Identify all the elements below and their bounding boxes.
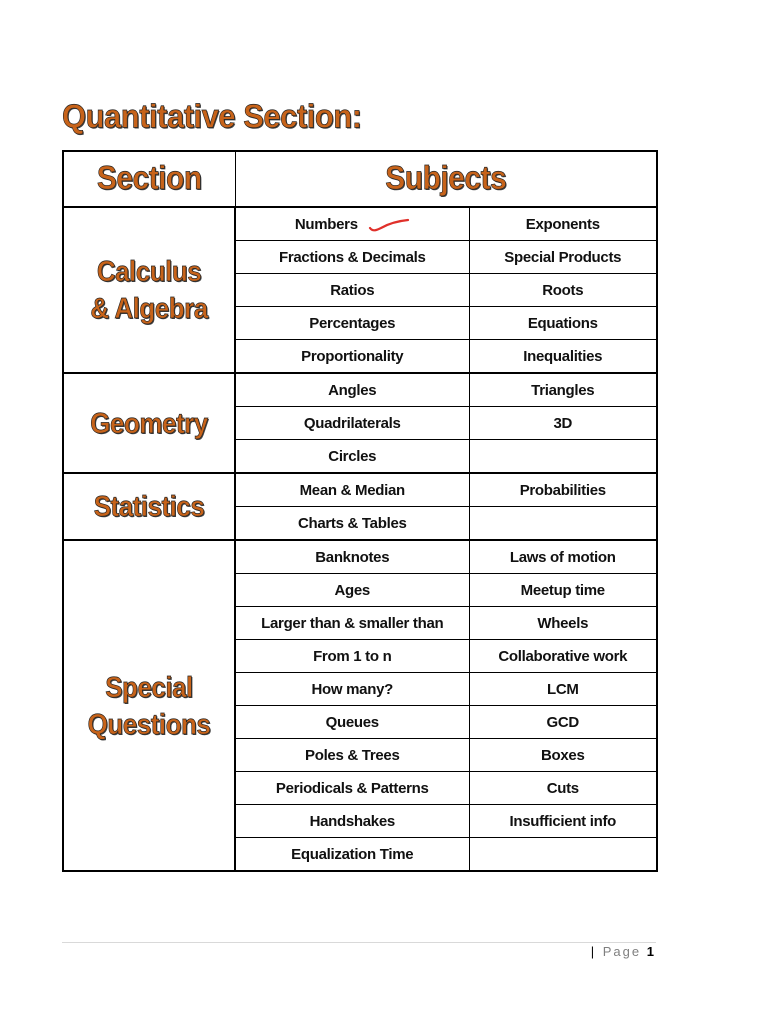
subject-cell: Angles	[235, 373, 469, 407]
section-label: Questions	[87, 706, 211, 740]
subject-cell: Cuts	[469, 772, 657, 805]
subject-cell	[469, 440, 657, 474]
section-cell-statistics	[63, 473, 235, 540]
section-label: Geometry	[90, 405, 208, 439]
table-row	[63, 207, 657, 241]
subject-cell: Quadrilaterals	[235, 407, 469, 440]
subject-cell: Inequalities	[469, 340, 657, 374]
footer-separator: |	[590, 944, 595, 959]
subject-cell: Roots	[469, 274, 657, 307]
section-label: Statistics	[93, 489, 205, 523]
subject-cell: Probabilities	[469, 473, 657, 507]
section-header-label: Section	[96, 160, 202, 197]
page-footer	[591, 944, 654, 959]
table-row	[63, 540, 657, 574]
subject-cell: GCD	[469, 706, 657, 739]
subject-cell: LCM	[469, 673, 657, 706]
subject-cell	[235, 207, 469, 241]
section-label: Calculus	[96, 254, 202, 288]
table-header-row	[63, 151, 657, 207]
subject-cell: Equalization Time	[235, 838, 469, 872]
footer-page-label: Page	[602, 944, 642, 959]
subject-cell: How many?	[235, 673, 469, 706]
subject-cell: Meetup time	[469, 574, 657, 607]
subject-cell: Boxes	[469, 739, 657, 772]
subject-cell	[469, 507, 657, 541]
subject-cell	[469, 838, 657, 872]
footer-page-number: 1	[646, 944, 654, 959]
subject-cell: Charts & Tables	[235, 507, 469, 541]
section-label: & Algebra	[90, 291, 208, 325]
subject-cell: Triangles	[469, 373, 657, 407]
subject-cell: Wheels	[469, 607, 657, 640]
subject-cell: Equations	[469, 307, 657, 340]
subject-cell: 3D	[469, 407, 657, 440]
subjects-header	[235, 151, 657, 207]
subject-label: Numbers	[294, 215, 358, 233]
subject-cell: Mean & Median	[235, 473, 469, 507]
section-label: Special	[105, 669, 193, 703]
section-cell-calculus-algebra	[63, 207, 235, 373]
subject-cell: Ratios	[235, 274, 469, 307]
subject-cell: Ages	[235, 574, 469, 607]
subject-cell: Insufficient info	[469, 805, 657, 838]
subject-cell: Proportionality	[235, 340, 469, 374]
page-title: Quantitative Section:	[62, 97, 362, 135]
section-cell-special-questions	[63, 540, 235, 871]
subject-cell: Fractions & Decimals	[235, 241, 469, 274]
check-mark-icon	[368, 218, 410, 232]
subjects-table	[62, 150, 658, 872]
subject-cell: Larger than & smaller than	[235, 607, 469, 640]
subject-cell: Percentages	[235, 307, 469, 340]
subject-cell: Queues	[235, 706, 469, 739]
section-cell-geometry	[63, 373, 235, 473]
table-row	[63, 473, 657, 507]
subject-cell: Periodicals & Patterns	[235, 772, 469, 805]
subject-cell: Banknotes	[235, 540, 469, 574]
section-header	[63, 151, 235, 207]
subject-cell: Special Products	[469, 241, 657, 274]
table-row	[63, 373, 657, 407]
subject-cell: Circles	[235, 440, 469, 474]
subject-cell: Collaborative work	[469, 640, 657, 673]
subject-cell: From 1 to n	[235, 640, 469, 673]
subject-cell: Exponents	[469, 207, 657, 241]
subject-cell: Poles & Trees	[235, 739, 469, 772]
subject-cell: Laws of motion	[469, 540, 657, 574]
subjects-header-label: Subjects	[385, 160, 507, 197]
footer-divider	[62, 942, 656, 943]
subject-cell: Handshakes	[235, 805, 469, 838]
